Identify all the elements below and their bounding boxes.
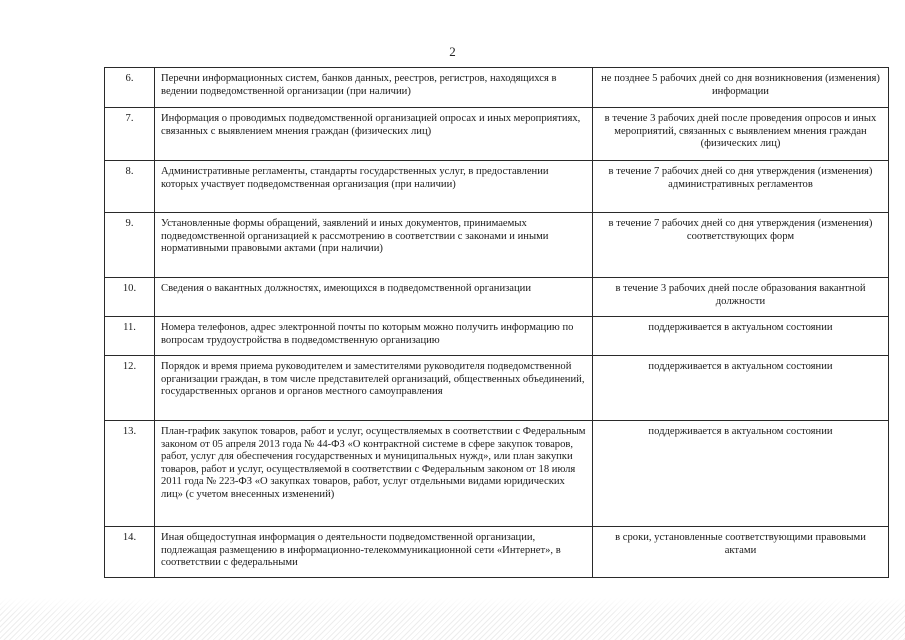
table-row xyxy=(105,68,889,108)
row-description: Информация о проводимых подведомственной организацией опросах и иных мероприятиях, связанных с выявлением мнения граждан (физических лиц) xyxy=(155,108,593,161)
row-deadline: поддерживается в актуальном состоянии xyxy=(593,356,889,421)
row-number: 10. xyxy=(105,278,155,317)
scan-noise-fade xyxy=(0,598,905,614)
row-description: Порядок и время приема руководителем и заместителями руководителя подведомственной организации граждан, в том числе представителей организаций, общественных объединений, государственных органов и органов местного самоуправления xyxy=(155,356,593,421)
table-row xyxy=(105,278,889,317)
row-deadline: в течение 7 рабочих дней со дня утверждения (изменения) административных регламентов xyxy=(593,161,889,213)
table-row xyxy=(105,356,889,421)
row-description: Установленные формы обращений, заявлений и иных документов, принимаемых подведомственной организацией к рассмотрению в соответствии с законами и иными нормативными правовыми актами (при наличии) xyxy=(155,213,593,278)
row-description: Административные регламенты, стандарты государственных услуг, в предоставлении которых участвует подведомственная организация (при наличии) xyxy=(155,161,593,213)
row-deadline: поддерживается в актуальном состоянии xyxy=(593,317,889,356)
information-disclosure-table xyxy=(104,67,889,578)
row-number: 12. xyxy=(105,356,155,421)
row-deadline: в сроки, установленные соответствующими правовыми актами xyxy=(593,527,889,578)
row-deadline: в течение 7 рабочих дней со дня утверждения (изменения) соответствующих форм xyxy=(593,213,889,278)
row-number: 13. xyxy=(105,421,155,527)
row-deadline: поддерживается в актуальном состоянии xyxy=(593,421,889,527)
row-number: 6. xyxy=(105,68,155,108)
row-number: 14. xyxy=(105,527,155,578)
row-description: План-график закупок товаров, работ и услуг, осуществляемых в соответствии с Федеральным законом от 05 апреля 2013 года № 44-ФЗ «О контрактной системе в сфере закупок товаров, работ, услуг для обеспечения государственных и муниципальных нужд», или план закупки товаров, работ и услуг, осуществляемой в соответствии с Федеральным законом от 18 июля 2011 года № 223-ФЗ «О закупках товаров, работ, услуг отдельными видами юридических лиц» (с учетом внесенных изменений) xyxy=(155,421,593,527)
table-row xyxy=(105,161,889,213)
row-deadline: не позднее 5 рабочих дней со дня возникновения (изменения) информации xyxy=(593,68,889,108)
table-row xyxy=(105,108,889,161)
table-row xyxy=(105,527,889,578)
row-number: 9. xyxy=(105,213,155,278)
row-description: Перечни информационных систем, банков данных, реестров, регистров, находящихся в ведении подведомственной организации (при наличии) xyxy=(155,68,593,108)
row-number: 7. xyxy=(105,108,155,161)
row-description: Номера телефонов, адрес электронной почты по которым можно получить информацию по вопросам трудоустройства в подведомственную организацию xyxy=(155,317,593,356)
row-number: 8. xyxy=(105,161,155,213)
row-description: Сведения о вакантных должностях, имеющихся в подведомственной организации xyxy=(155,278,593,317)
row-number: 11. xyxy=(105,317,155,356)
row-deadline: в течение 3 рабочих дней после проведения опросов и иных мероприятий, связанных с выявлением мнения граждан (физических лиц) xyxy=(593,108,889,161)
row-description: Иная общедоступная информация о деятельности подведомственной организации, подлежащая размещению в информационно-телекоммуникационной сети «Интернет», в соответствии с федеральными xyxy=(155,527,593,578)
table-row xyxy=(105,317,889,356)
table-row xyxy=(105,213,889,278)
table-row xyxy=(105,421,889,527)
page-number: 2 xyxy=(449,44,456,59)
row-deadline: в течение 3 рабочих дней после образования вакантной должности xyxy=(593,278,889,317)
